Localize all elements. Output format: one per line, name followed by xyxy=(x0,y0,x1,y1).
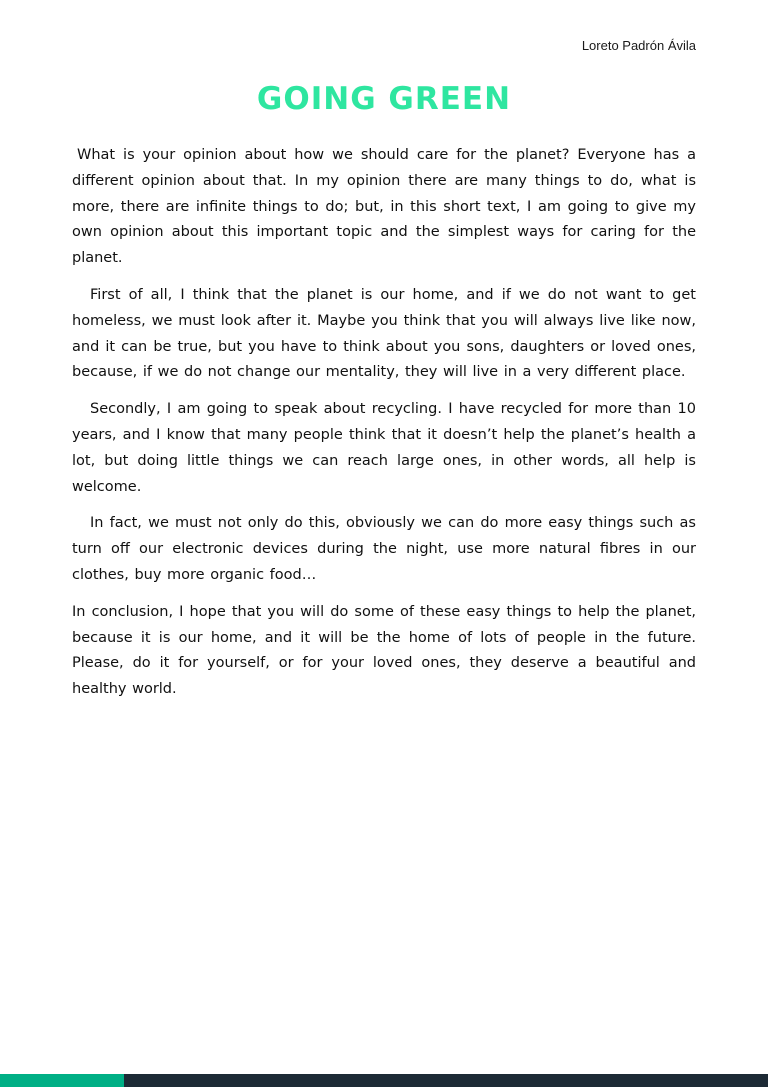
footer-bar xyxy=(0,1074,768,1087)
document-title: GOING GREEN xyxy=(256,81,512,117)
author-name: Loreto Padrón Ávila xyxy=(581,38,696,53)
document-content xyxy=(72,38,696,714)
paragraph-conclusion: In conclusion, I hope that you will do some of these easy things to help the planet, because it is our home, and it will be the home of lots of people in the future. Please, do it for yourself, or for your loved ones, they deserve a beautiful and healthy world. xyxy=(72,603,696,698)
paragraph-intro: What is your opinion about how we should care for the planet? Everyone has a different opinion about that. In my opinion there are many things to do, what is more, there are infinite things to do; but, in this short text, I am going to give my own opinion about this important topic and the simplest ways for caring for the planet. xyxy=(72,147,696,267)
paragraph-secondly: Secondly, I am going to speak about recycling. I have recycled for more than 10 years, and I know that many people think that it doesn’t help the planet’s health a lot, but doing little things we can reach large ones, in other words, all help is welcome. xyxy=(72,401,696,495)
essay-body xyxy=(72,143,696,703)
paragraph-first-of-all: First of all, I think that the planet is our home, and if we do not want to get homeless, we must look after it. Maybe you think that you will always live like now, and it can be true, but you have to think about you sons, daughters or loved ones, because, if we do not change our mentality, they will live in a very different place. xyxy=(72,286,696,381)
paragraph-in-fact: In fact, we must not only do this, obviously we can do more easy things such as turn off our electronic devices during the night, use more natural fibres in our clothes, buy more organic food… xyxy=(72,515,696,583)
footer-accent-bar xyxy=(0,1074,124,1087)
